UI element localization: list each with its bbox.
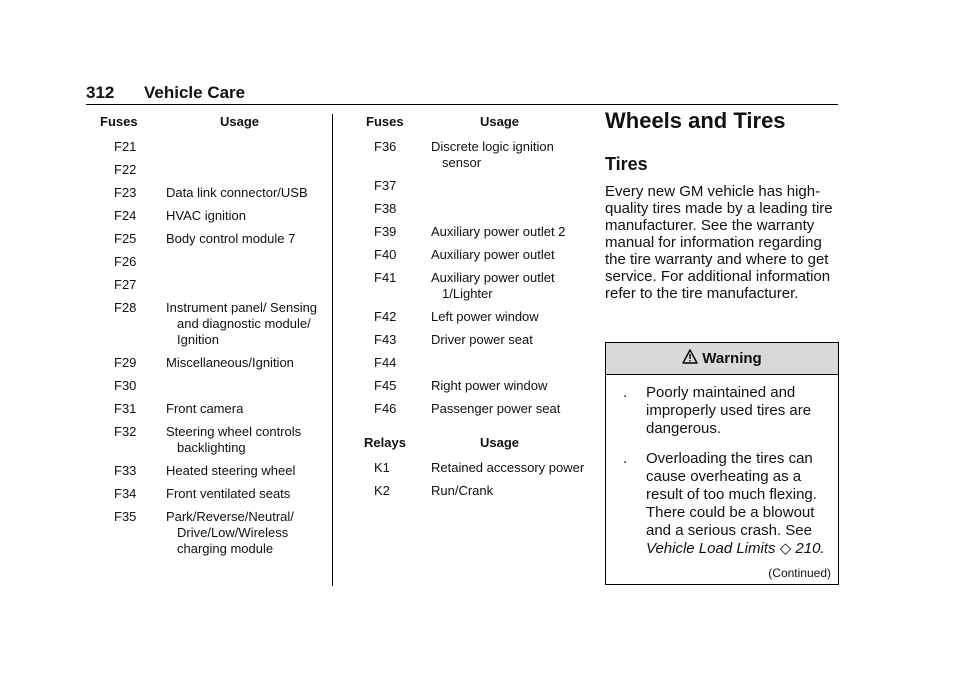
subsection-heading: Tires — [605, 154, 648, 174]
fuse-code: F34 — [114, 486, 137, 501]
fuse-usage: Auxiliary power outlet 2 — [431, 224, 566, 239]
fuse-usage: Discrete logic ignition sensor — [431, 139, 554, 170]
fuse-code: F22 — [114, 162, 137, 177]
page-header — [86, 80, 838, 105]
table-row — [350, 401, 585, 417]
fuse-table-1 — [96, 114, 326, 557]
fuse-usage — [166, 277, 177, 293]
usage-column-header: Usage — [480, 114, 520, 129]
fuse-code: F43 — [374, 332, 397, 347]
table-row — [96, 185, 326, 201]
warning-list — [606, 384, 838, 558]
fuse-usage: Right power window — [431, 378, 548, 393]
fuse-table-2 — [350, 114, 585, 499]
fuse-code: F24 — [114, 208, 137, 223]
fuse-code: F40 — [374, 247, 397, 262]
table-row — [350, 309, 585, 325]
tires-paragraph: Every new GM vehicle has high-quality tires made by a leading tire manufacturer. See the warranty manual for information regarding the tire warranty and where to get service. For additional information refer to the tire manufacturer. — [605, 183, 833, 302]
fuses-column-header: Fuses — [100, 114, 138, 129]
fuse-code: F30 — [114, 378, 137, 393]
fuse-code: F29 — [114, 355, 137, 370]
fuse-usage: Left power window — [431, 309, 539, 324]
table-row — [350, 460, 585, 476]
fuse-usage: Heated steering wheel — [166, 463, 296, 478]
fuse-usage: Passenger power seat — [431, 401, 561, 416]
wheels-and-tires-section — [605, 108, 840, 302]
fuse-usage — [166, 139, 177, 155]
table-row — [350, 139, 585, 171]
usage-column-header: Usage — [220, 114, 260, 129]
usage-column-header: Usage — [480, 435, 520, 450]
fuse-usage: Steering wheel controls backlighting — [166, 424, 302, 455]
table-row — [96, 424, 326, 456]
column-divider — [332, 114, 333, 586]
fuse-code: F38 — [374, 201, 397, 216]
fuse-usage — [431, 355, 442, 371]
fuse-usage: Driver power seat — [431, 332, 533, 347]
table-row — [96, 277, 326, 293]
fuse-usage: Retained accessory power — [431, 460, 585, 475]
fuse-usage — [166, 378, 177, 394]
table-row — [96, 463, 326, 479]
table-row — [350, 178, 585, 194]
fuse-usage: Park/Reverse/Neutral/ Drive/Low/Wireless charging module — [166, 509, 294, 556]
fuse-usage: Front camera — [166, 401, 244, 416]
fuse-usage: Body control module 7 — [166, 231, 296, 246]
fuse-code: F45 — [374, 378, 397, 393]
table-row — [96, 231, 326, 247]
fuse-table-1-header — [96, 114, 326, 132]
warning-triangle-icon — [682, 349, 698, 368]
fuse-code: F44 — [374, 355, 397, 370]
fuse-usage — [166, 254, 177, 270]
fuse-code: F27 — [114, 277, 137, 292]
table-row — [96, 509, 326, 557]
fuse-usage: Instrument panel/ Sensing and diagnostic module/ Ignition — [166, 300, 318, 347]
fuse-code: F25 — [114, 231, 137, 246]
table-row — [350, 224, 585, 240]
table-row — [350, 201, 585, 217]
fuse-usage: Miscellaneous/Ignition — [166, 355, 294, 370]
relay-table-header — [350, 435, 585, 453]
fuse-usage: Data link connector/USB — [166, 185, 308, 200]
fuse-usage: Auxiliary power outlet 1/Lighter — [431, 270, 555, 301]
page-number: 312 — [86, 83, 115, 102]
fuse-usage: Front ventilated seats — [166, 486, 291, 501]
table-row — [350, 247, 585, 263]
continued-label: (Continued) — [768, 566, 831, 580]
fuse-usage: Auxiliary power outlet — [431, 247, 555, 262]
table-row — [96, 355, 326, 371]
fuse-code: F33 — [114, 463, 137, 478]
fuse-code: F42 — [374, 309, 397, 324]
table-row — [96, 139, 326, 155]
fuse-code: F23 — [114, 185, 137, 200]
fuse-code: F35 — [114, 509, 137, 524]
table-row — [96, 300, 326, 348]
fuse-usage: Run/Crank — [431, 483, 494, 498]
fuse-code: F41 — [374, 270, 397, 285]
table-row — [96, 208, 326, 224]
fuse-code: F36 — [374, 139, 397, 154]
fuse-code: F21 — [114, 139, 137, 154]
table-row — [96, 378, 326, 394]
section-heading: Wheels and Tires — [605, 108, 786, 133]
fuse-usage: HVAC ignition — [166, 208, 246, 223]
table-row — [350, 378, 585, 394]
relays-column-header: Relays — [364, 435, 406, 450]
table-row — [350, 270, 585, 302]
fuse-code: F26 — [114, 254, 137, 269]
fuse-code: K2 — [374, 483, 390, 498]
fuse-code: F31 — [114, 401, 137, 416]
fuse-usage — [431, 201, 442, 217]
vehicle-load-limits-link[interactable]: Vehicle Load Limits — [646, 540, 776, 557]
page-reference-icon: ◇ — [779, 540, 792, 557]
table-row — [96, 162, 326, 178]
page-reference[interactable]: 210 — [795, 540, 821, 557]
warning-header — [606, 343, 838, 375]
warning-bullet: . Poorly maintained and improperly used tires are dangerous. — [623, 384, 812, 437]
fuse-code: F46 — [374, 401, 397, 416]
table-row — [96, 254, 326, 270]
fuses-column-header: Fuses — [366, 114, 404, 129]
fuse-code: F39 — [374, 224, 397, 239]
table-row — [96, 401, 326, 417]
fuse-table-2-header — [350, 114, 585, 132]
fuse-usage — [431, 178, 442, 194]
warning-bullet: . Overloading the tires can cause overheating as a result of too much flexing. There could be a blowout and a serious crash. See Vehicle Load Limits ◇ 210. — [623, 450, 825, 557]
fuse-code: F32 — [114, 424, 137, 439]
table-row — [350, 355, 585, 371]
fuse-code: K1 — [374, 460, 390, 475]
fuse-code: F37 — [374, 178, 397, 193]
table-row — [350, 332, 585, 348]
fuse-code: F28 — [114, 300, 137, 315]
table-row — [96, 486, 326, 502]
table-row — [350, 483, 585, 499]
warning-box — [605, 342, 839, 585]
section-title: Vehicle Care — [144, 83, 246, 102]
fuse-usage — [166, 162, 177, 178]
warning-title: Warning — [702, 350, 762, 367]
